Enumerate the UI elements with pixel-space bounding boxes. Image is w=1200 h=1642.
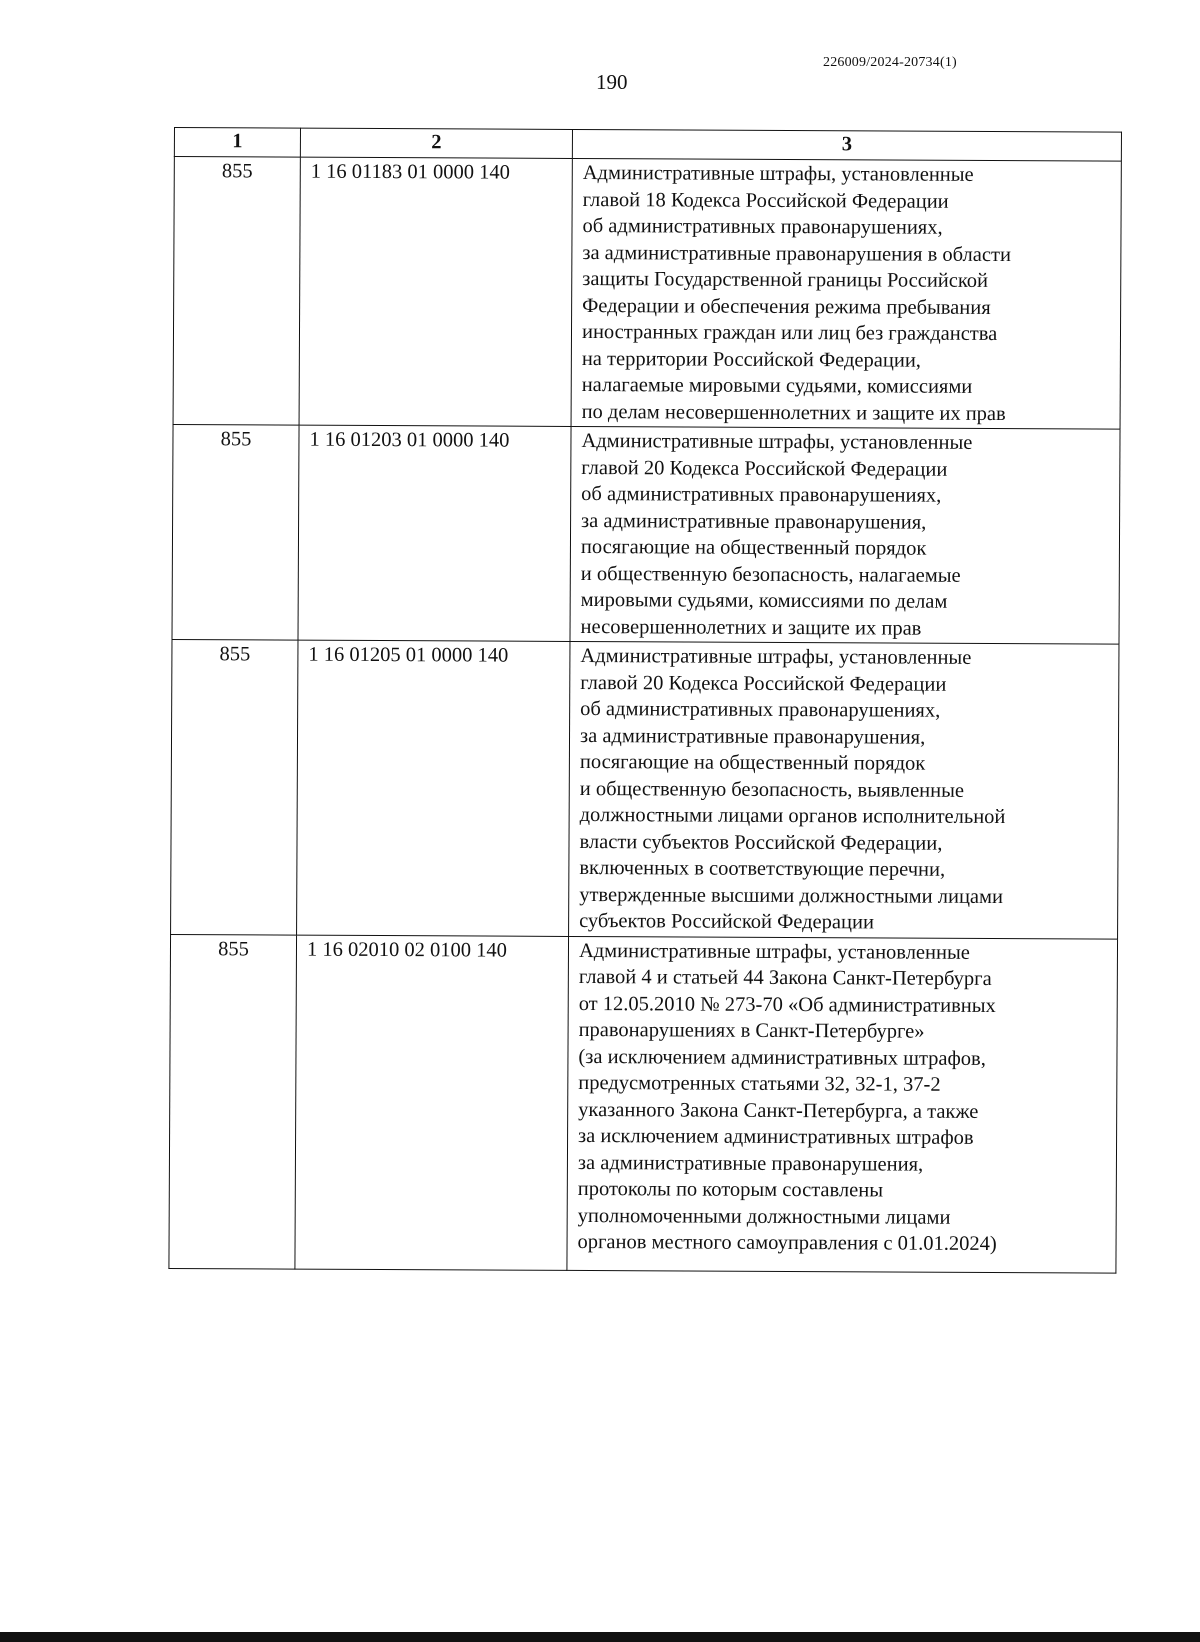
description-line: органов местного самоуправления с 01.01.2024) xyxy=(577,1230,997,1256)
table-row xyxy=(172,424,1120,644)
description-line: защиты Государственной границы Российской xyxy=(582,267,989,292)
description-cell xyxy=(567,936,1118,1273)
description-line: Административные штрафы, установленные xyxy=(580,644,972,669)
description-line: иностранных граждан или лиц без гражданства xyxy=(581,320,998,346)
description-line: несовершеннолетних и защите их прав xyxy=(580,615,922,640)
description-line: по делам несовершеннолетних и защите их прав xyxy=(581,400,1006,425)
column-header-3: 3 xyxy=(572,129,1121,161)
description-line: об административных правонарушениях, xyxy=(580,697,941,722)
description-line: об административных правонарушениях, xyxy=(582,214,943,239)
description-line: главой 20 Кодекса Российской Федерации xyxy=(580,671,947,696)
description-line: включенных в соответствующие перечни, xyxy=(579,856,946,881)
description-line: за исключением административных штрафов xyxy=(578,1124,974,1149)
description-line: посягающие на общественный порядок xyxy=(580,535,927,560)
table-header-row xyxy=(174,128,1121,162)
budget-classification-code-cell: 1 16 01203 01 0000 140 xyxy=(298,425,571,641)
description-line: должностными лицами органов исполнительной xyxy=(579,803,1006,829)
table-row xyxy=(169,934,1118,1273)
description-line: субъектов Российской Федерации xyxy=(579,909,875,934)
column-header-2: 2 xyxy=(300,128,572,158)
column-header-1: 1 xyxy=(174,128,300,158)
budget-classification-code-cell: 1 16 01183 01 0000 140 xyxy=(299,157,572,426)
description-line: за административные правонарушения в области xyxy=(582,241,1012,266)
description-line: за административные правонарушения, xyxy=(579,724,926,749)
description-line: Федерации и обеспечения режима пребывания xyxy=(582,294,991,319)
budget-classification-code-cell: 1 16 01205 01 0000 140 xyxy=(297,640,570,936)
budget-codes-table xyxy=(168,127,1122,1273)
table-body xyxy=(169,157,1121,1273)
description-line: Административные штрафы, установленные xyxy=(581,429,973,454)
description-line: протоколы по которым составлены xyxy=(577,1177,884,1202)
description-line: главой 4 и статьей 44 Закона Санкт-Петербурга xyxy=(578,965,992,991)
admin-code-cell: 855 xyxy=(171,639,298,934)
description-line: налагаемые мировыми судьями, комиссиями xyxy=(581,373,973,398)
description-line: за административные правонарушения, xyxy=(577,1151,924,1176)
table-row xyxy=(171,639,1119,938)
description-line: посягающие на общественный порядок xyxy=(579,750,926,775)
budget-classification-code-cell: 1 16 02010 02 0100 140 xyxy=(295,935,569,1270)
description-line: и общественную безопасность, выявленные xyxy=(579,777,965,802)
description-line: (за исключением административных штрафов, xyxy=(578,1045,986,1070)
document-registration-number: 226009/2024-20734(1) xyxy=(823,55,957,70)
description-line: Административные штрафы, установленные xyxy=(582,161,974,186)
table-container xyxy=(168,127,1121,1273)
description-cell xyxy=(571,158,1121,429)
table-row xyxy=(173,157,1121,430)
description-line: Административные штрафы, установленные xyxy=(578,939,970,964)
description-line: главой 18 Кодекса Российской Федерации xyxy=(582,188,949,213)
description-line: предусмотренных статьями 32, 32-1, 37-2 xyxy=(578,1071,941,1096)
admin-code-cell: 855 xyxy=(172,424,299,640)
description-line: об административных правонарушениях, xyxy=(581,482,942,507)
description-line: мировыми судьями, комиссиями по делам xyxy=(580,588,948,613)
description-line: главой 20 Кодекса Российской Федерации xyxy=(581,456,948,481)
description-line: уполномоченными должностными лицами xyxy=(577,1204,951,1229)
description-line: за административные правонарушения, xyxy=(581,509,927,534)
admin-code-cell: 855 xyxy=(169,934,297,1269)
description-line: правонарушениях в Санкт-Петербурге» xyxy=(578,1018,925,1043)
description-line: от 12.05.2010 № 273-70 «Об административных xyxy=(578,992,996,1017)
page-number: 190 xyxy=(596,70,628,94)
admin-code-cell: 855 xyxy=(173,157,300,426)
description-line: на территории Российской Федерации, xyxy=(581,347,922,372)
description-cell xyxy=(569,641,1119,938)
description-line: указанного Закона Санкт-Петербурга, а также xyxy=(578,1098,979,1123)
description-cell xyxy=(570,426,1120,644)
description-line: утвержденные высшими должностными лицами xyxy=(579,883,1004,908)
description-line: власти субъектов Российской Федерации, xyxy=(579,830,943,855)
description-line: и общественную безопасность, налагаемые xyxy=(580,562,961,587)
scan-edge-bar xyxy=(0,1632,1200,1642)
